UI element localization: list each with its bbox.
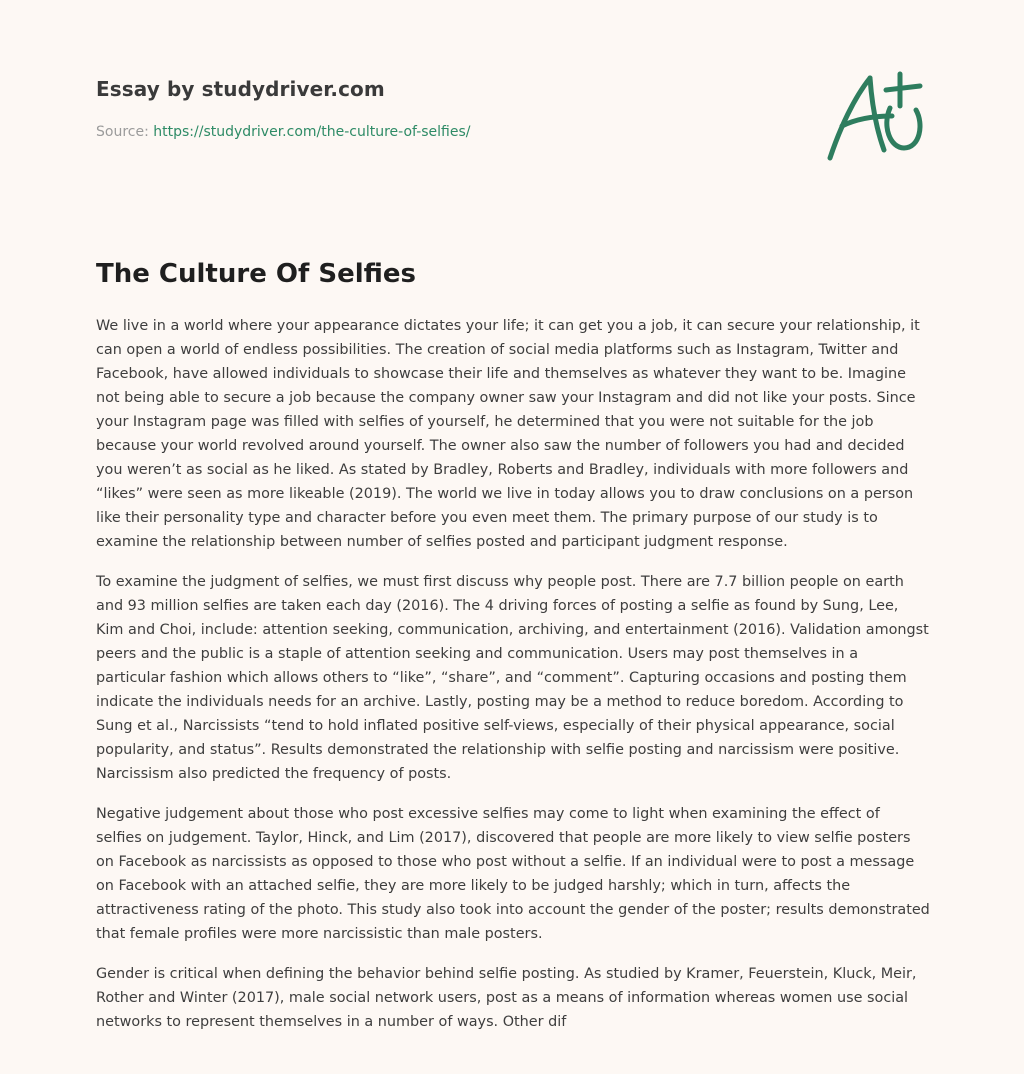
paragraph: Gender is critical when defining the behavior behind selfie posting. As studied by Kramer, Feuerstein, Kluck, Meir, Rother and Winter (2017), male social network users, post as a means of information whereas women use social networks to represent themselves in a number of ways. Other dif [96, 966, 917, 1030]
paragraph: Negative judgement about those who post excessive selfies may come to light when examining the effect of selfies on judgement. Taylor, Hinck, and Lim (2017), discovered that people are more likely to view selfie posters on Facebook as narcissists as opposed to those who post without a selfie. If an individual were to post a message on Facebook with an attached selfie, they are more likely to be judged harshly; which in turn, affects the attractiveness rating of the photo. This study also took into account the gender of the poster; results demonstrated that female profiles were more narcissistic than male posters. [96, 806, 930, 942]
article-body [96, 314, 930, 1050]
brand-title: Essay by studydriver.com [96, 77, 385, 101]
source-line [96, 122, 796, 142]
paragraph: We live in a world where your appearance dictates your life; it can get you a job, it can secure your relationship, it can open a world of endless possibilities. The creation of social media platforms such as Instagram, Twitter and Facebook, have allowed individuals to showcase their life and themselves as whatever they want to be. Imagine not being able to secure a job because the company owner saw your Instagram and did not like your posts. Since your Instagram page was filled with selfies of yourself, he determined that you were not suitable for the job because your world revolved around yourself. The owner also saw the number of followers you had and decided you weren’t as social as he liked. As stated by Bradley, Roberts and Bradley, individuals with more followers and “likes” were seen as more likeable (2019). The world we live in today allows you to draw conclusions on a person like their personality type and character before you even meet them. The primary purpose of our study is to examine the relationship between number of selfies posted and participant judgment response. [96, 318, 920, 550]
a-plus-logo-icon [820, 66, 930, 166]
paragraph: To examine the judgment of selfies, we must first discuss why people post. There are 7.7 billion people on earth and 93 million selfies are taken each day (2016). The 4 driving forces of posting a selfie as found by Sung, Lee, Kim and Choi, include: attention seeking, communication, archiving, and entertainment (2016). Validation amongst peers and the public is a staple of attention seeking and communication. Users may post themselves in a particular fashion which allows others to “like”, “share”, and “comment”. Capturing occasions and posting them indicate the individuals needs for an archive. Lastly, posting may be a method to reduce boredom. According to Sung et al., Narcissists “tend to hold inflated positive self-views, especially of their physical appearance, social popularity, and status”. Results demonstrated the relationship with selfie posting and narcissism were positive. Narcissism also predicted the frequency of posts. [96, 574, 929, 782]
document-header [96, 74, 796, 142]
page-title: The Culture Of Selfies [96, 259, 416, 289]
source-label: Source: [96, 124, 154, 140]
source-link[interactable]: https://studydriver.com/the-culture-of-selfies/ [153, 124, 471, 140]
